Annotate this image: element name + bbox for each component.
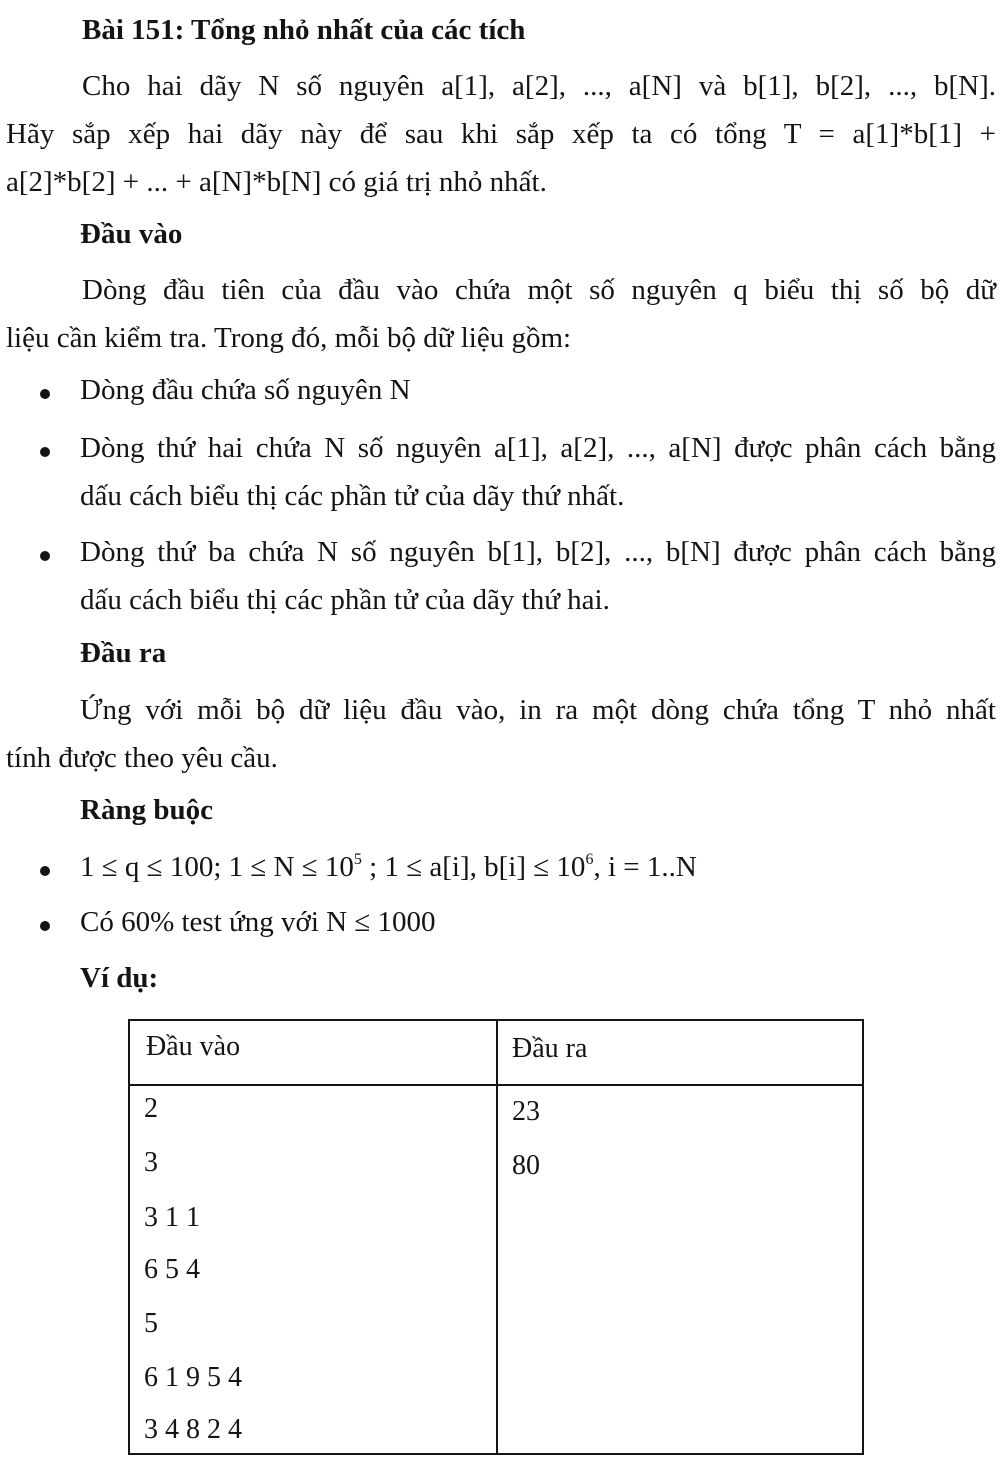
constraint-2: Có 60% test ứng với N ≤ 1000 [80,906,436,938]
table-divider [130,1084,862,1086]
output-para-line-2: tính được theo yêu cầu. [6,742,278,774]
bullet-icon [40,389,50,399]
input-line: 6 5 4 [144,1254,200,1285]
intro-line-1: Cho hai dãy N số nguyên a[1], a[2], ..., a[N] và b[1], b[2], ..., b[N]. [82,70,996,102]
constraints-heading: Ràng buộc [80,794,213,826]
example-table [128,1019,864,1455]
header-input: Đầu vào [146,1031,241,1062]
example-heading: Ví dụ: [80,962,159,994]
header-output: Đầu ra [512,1033,588,1064]
input-bullet-2-line-1: Dòng thứ hai chứa N số nguyên a[1], a[2], ..., a[N] được phân cách bằng [80,432,996,464]
input-para-line-2: liệu cần kiểm tra. Trong đó, mỗi bộ dữ liệu gồm: [6,322,572,354]
bullet-icon [40,866,50,876]
intro-line-2: Hãy sắp xếp hai dãy này để sau khi sắp xếp ta có tổng T = a[1]*b[1] + [6,118,996,150]
input-bullet-3-line-1: Dòng thứ ba chứa N số nguyên b[1], b[2], ..., b[N] được phân cách bằng [80,536,996,568]
intro-line-3: a[2]*b[2] + ... + a[N]*b[N] có giá trị nhỏ nhất. [6,166,547,198]
input-bullet-2-line-2: dấu cách biểu thị các phần tử của dãy thứ nhất. [80,480,625,512]
input-line: 3 [144,1147,158,1178]
input-line: 2 [144,1093,158,1124]
input-line: 3 1 1 [144,1202,200,1233]
constraint-1: 1 ≤ q ≤ 100; $1 \le N \le 10^5$ ; 1 ≤ a[i], $b[i] \le 10^6$, i = 1..N [80,851,697,883]
bullet-icon [40,921,50,931]
input-line: 3 4 8 2 4 [144,1414,242,1445]
input-para-line-1: Dòng đầu tiên của đầu vào chứa một số nguyên q biểu thị số bộ dữ [82,274,996,306]
bullet-icon [40,447,50,457]
output-line: 23 [512,1096,540,1127]
bullet-icon [40,551,50,561]
input-line: 5 [144,1308,158,1339]
input-heading: Đầu vào [80,218,183,250]
input-bullet-1: Dòng đầu chứa số nguyên N [80,374,411,406]
problem-title: Bài 151: Tổng nhỏ nhất của các tích [82,14,526,46]
output-heading: Đầu ra [80,637,167,669]
output-para-line-1: Ứng với mỗi bộ dữ liệu đầu vào, in ra một dòng chứa tổng T nhỏ nhất [80,694,996,726]
input-line: 6 1 9 5 4 [144,1362,242,1393]
output-line: 80 [512,1150,540,1181]
input-bullet-3-line-2: dấu cách biểu thị các phần tử của dãy thứ hai. [80,584,610,616]
